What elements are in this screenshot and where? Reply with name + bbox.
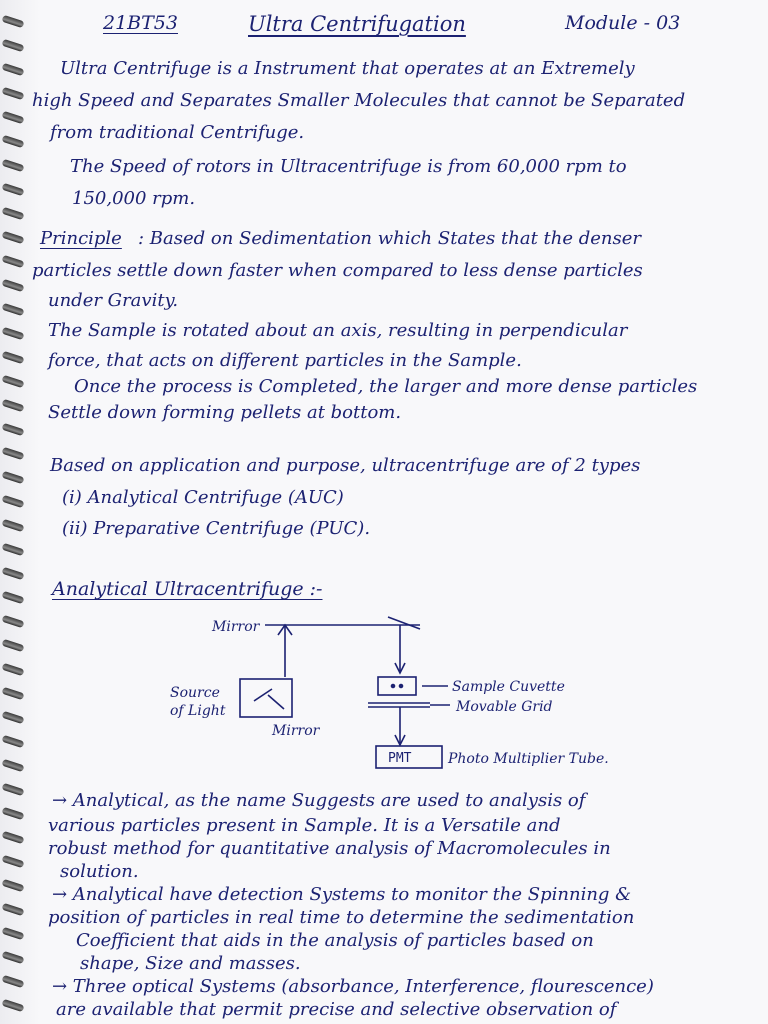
binding-ring xyxy=(1,951,24,964)
binding-ring xyxy=(1,15,24,28)
bullet-2-line-3: Coefficient that aids in the analysis of particles based on xyxy=(76,930,594,951)
auc-diagram xyxy=(150,605,620,780)
principle-line-6: Once the process is Completed, the larger and more dense particles xyxy=(74,376,698,397)
binding-ring xyxy=(1,687,24,700)
intro-line-2: high Speed and Separates Smaller Molecules that cannot be Separated xyxy=(32,90,686,111)
binding-ring xyxy=(1,351,24,364)
module-label: Module - 03 xyxy=(565,12,681,34)
binding-ring xyxy=(1,711,24,724)
page-title: Ultra Centrifugation xyxy=(248,12,466,36)
source-label-2: of Light xyxy=(170,703,226,719)
intro-line-5: 150,000 rpm. xyxy=(72,188,196,209)
principle-line-4: The Sample is rotated about an axis, resulting in perpendicular xyxy=(48,320,628,341)
binding-ring xyxy=(1,375,24,388)
bullet-2-line-4: shape, Size and masses. xyxy=(80,953,301,974)
binding-ring xyxy=(1,399,24,412)
binding-ring xyxy=(1,327,24,340)
binding-ring xyxy=(1,471,24,484)
types-item-1: (i) Analytical Centrifuge (AUC) xyxy=(62,487,344,508)
binding-ring xyxy=(1,519,24,532)
binding-ring xyxy=(1,735,24,748)
binding-ring xyxy=(1,879,24,892)
principle-line-7: Settle down forming pellets at bottom. xyxy=(48,402,402,423)
bullet-2-line-1: → Analytical have detection Systems to monitor the Spinning & xyxy=(52,884,632,905)
mirror-bottom-label: Mirror xyxy=(272,723,320,739)
binding-ring xyxy=(1,759,24,772)
binding-ring xyxy=(1,495,24,508)
principle-line-3: under Gravity. xyxy=(48,290,179,311)
top-right-mirror xyxy=(388,617,420,629)
binding-ring xyxy=(1,231,24,244)
types-item-2: (ii) Preparative Centrifuge (PUC). xyxy=(62,518,371,539)
intro-line-3: from traditional Centrifuge. xyxy=(50,122,305,143)
course-code: 21BT53 xyxy=(103,12,178,34)
binding-ring xyxy=(1,135,24,148)
sample-cuvette-label: Sample Cuvette xyxy=(452,679,565,695)
binding-ring xyxy=(1,111,24,124)
pmt-box-label: PMT xyxy=(388,751,412,766)
analytical-heading: Analytical Ultracentrifuge :- xyxy=(52,578,323,600)
principle-line-5: force, that acts on different particles in the Sample. xyxy=(48,350,522,371)
bullet-1-line-1: → Analytical, as the name Suggests are used to analysis of xyxy=(52,790,586,811)
principle-line-1: : Based on Sedimentation which States that the denser xyxy=(138,228,641,249)
binding-ring xyxy=(1,159,24,172)
binding-ring xyxy=(1,831,24,844)
binding-ring xyxy=(1,543,24,556)
pmt-label: Photo Multiplier Tube. xyxy=(448,751,609,767)
binding-ring xyxy=(1,663,24,676)
mirror-top-label: Mirror xyxy=(212,619,260,635)
binding-ring xyxy=(1,855,24,868)
sample-cuvette-box xyxy=(378,677,416,695)
binding-ring xyxy=(1,927,24,940)
principle-heading: Principle xyxy=(40,228,122,249)
bullet-1-line-2: various particles present in Sample. It is a Versatile and xyxy=(48,815,561,836)
binding-ring xyxy=(1,183,24,196)
binding-ring xyxy=(1,447,24,460)
principle-line-2: particles settle down faster when compared to less dense particles xyxy=(32,260,643,281)
types-intro: Based on application and purpose, ultracentrifuge are of 2 types xyxy=(50,455,641,476)
binding-ring xyxy=(1,903,24,916)
bullet-1-line-4: solution. xyxy=(60,861,139,882)
binding-ring xyxy=(1,63,24,76)
binding-ring xyxy=(1,639,24,652)
binding-ring xyxy=(1,423,24,436)
movable-grid-label: Movable Grid xyxy=(456,699,553,715)
intro-line-4: The Speed of rotors in Ultracentrifuge is from 60,000 rpm to xyxy=(70,156,627,177)
source-label-1: Source xyxy=(170,685,220,701)
binding-ring xyxy=(1,783,24,796)
binding-ring xyxy=(1,807,24,820)
bullet-3-line-1: → Three optical Systems (absorbance, Interference, flourescence) xyxy=(52,976,654,997)
light-source-box xyxy=(240,679,292,717)
binding-ring xyxy=(1,87,24,100)
binding-ring xyxy=(1,999,24,1012)
bullet-3-line-2: are available that permit precise and selective observation of xyxy=(56,999,617,1020)
bullet-1-line-3: robust method for quantitative analysis of Macromolecules in xyxy=(48,838,611,859)
binding-ring xyxy=(1,39,24,52)
binding-ring xyxy=(1,207,24,220)
intro-line-1: Ultra Centrifuge is a Instrument that operates at an Extremely xyxy=(60,58,635,79)
spiral-binding xyxy=(0,0,30,1024)
binding-ring xyxy=(1,615,24,628)
binding-ring xyxy=(1,591,24,604)
binding-ring xyxy=(1,303,24,316)
binding-ring xyxy=(1,279,24,292)
bullet-2-line-2: position of particles in real time to determine the sedimentation xyxy=(48,907,635,928)
binding-ring xyxy=(1,975,24,988)
binding-ring xyxy=(1,567,24,580)
binding-ring xyxy=(1,255,24,268)
